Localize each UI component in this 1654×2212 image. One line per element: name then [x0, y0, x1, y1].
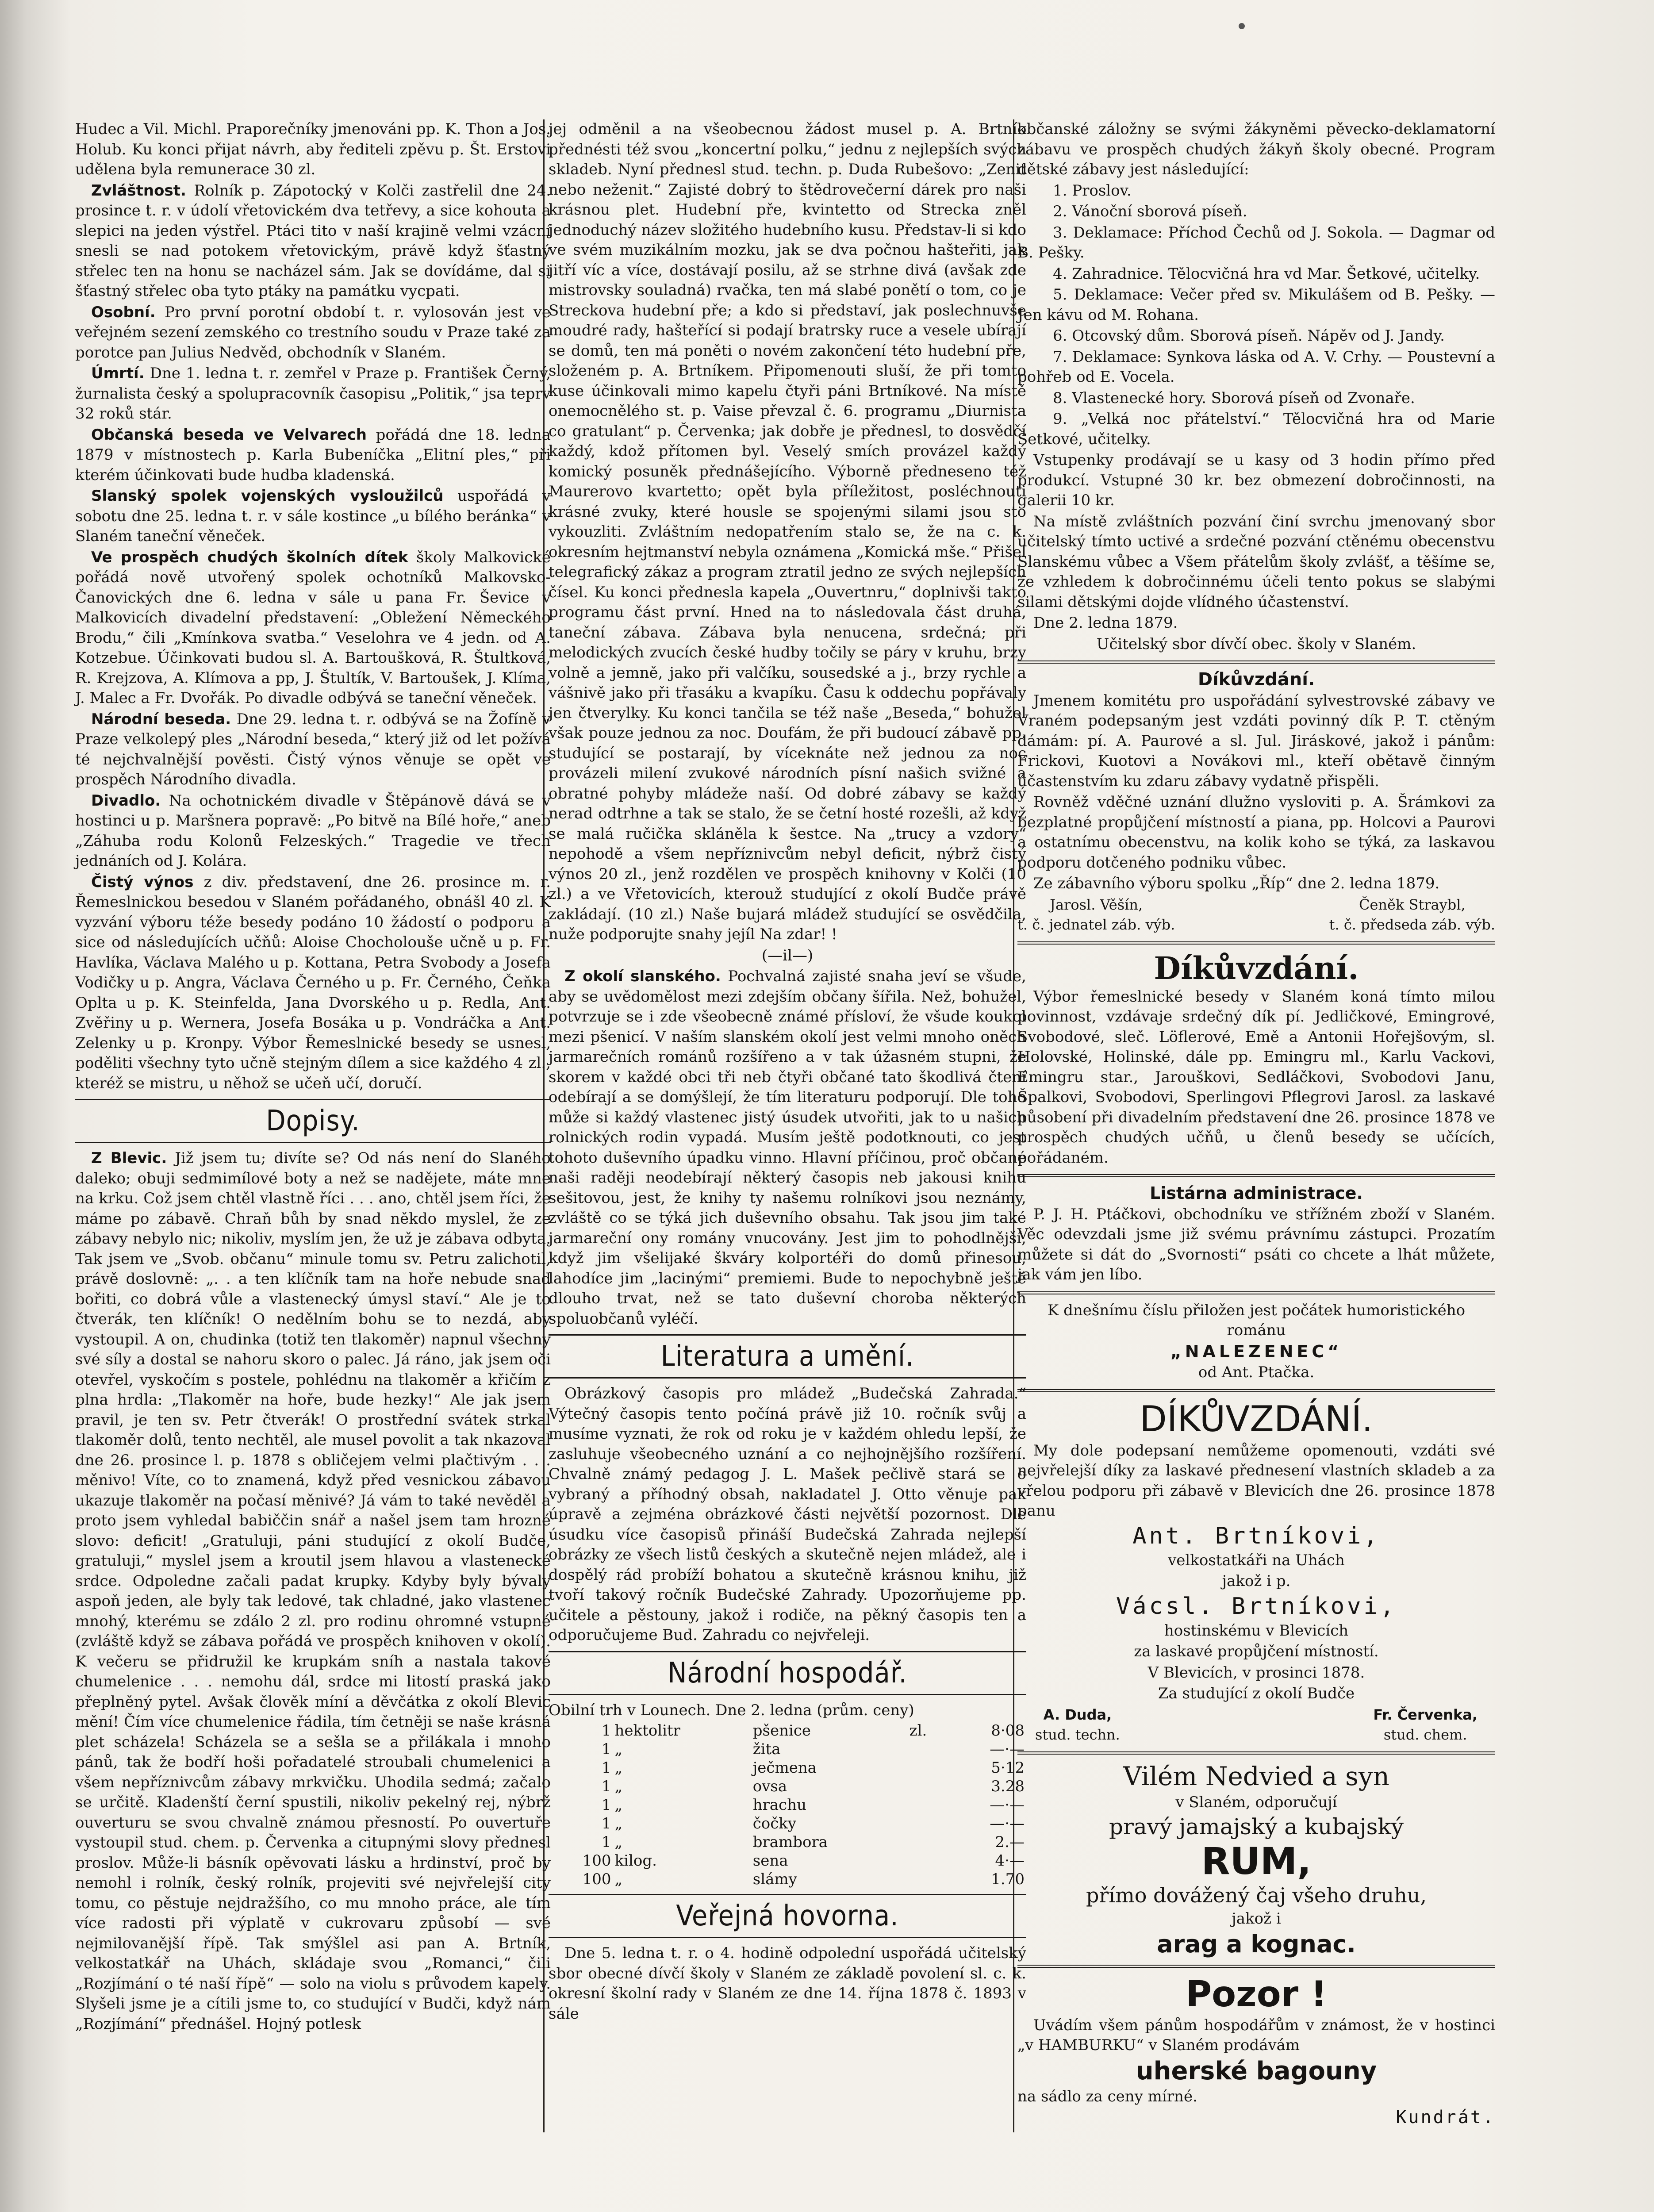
price-cell-item: žita: [752, 1740, 781, 1758]
ad-nedvied-sub: v Slaném, odporučují: [1175, 1793, 1337, 1811]
price-cell-price: —·—: [990, 1815, 1025, 1832]
price-row: [549, 1870, 1026, 1889]
letters-title: Listárna administrace.: [1150, 1183, 1363, 1203]
article-hovorna-continued: občanské záložny se svými žákyněmi pěvecko-deklamatorní zábavu ve prospěch chudých žákyň školy obecné. Program dětské zábavy jest následující:: [1017, 120, 1495, 178]
price-cell-price: 5·12: [991, 1759, 1025, 1777]
thanks-signatures-3: A. Duda, stud. techn. Fr. Červenka, stud. chem.: [1035, 1706, 1477, 1743]
section-title-hovorna: Veřejná hovorna.: [676, 1900, 899, 1932]
market-intro: Obilní trh v Lounech. Dne 2. ledna (prům. ceny): [549, 1701, 914, 1719]
program-item: 3. Deklamace: Příchod Čechů od J. Sokola. — Dagmar od B. Pešky.: [1017, 223, 1495, 261]
price-cell-u: kilog.: [614, 1852, 657, 1870]
ink-speck: [1239, 23, 1245, 29]
price-cell-cur: [908, 1814, 950, 1833]
price-cell-cur: [908, 1833, 950, 1851]
article-divadlo: Divadlo. Na ochotnickém divadle v Štěpánově dává se v hostinci u p. Maršnera popravě: „Po bitvě na Bílé hoře,“ aneb „Záhuba rodu Kolonů Felzeských.“ Tragedie ve třech jednáních od J. Kolára.: [75, 791, 551, 870]
thanks-name-1-sub: velkostatkáři na Uhách: [1168, 1551, 1345, 1569]
divider: [1017, 941, 1495, 945]
thanks-body-3: My dole podepsaní nemůžeme opomenouti, vzdáti své nejvřelejší díky za laskavé přednesení vlastních skladeb a za vřelou podporu při zábavě v Blevicích dne 26. prosince 1878 panu: [1017, 1441, 1495, 1520]
divider: [1017, 1751, 1495, 1755]
thanks-body-1: Jmenem komitétu pro uspořádání sylvestrovské zábavy ve Vraném podepsaným jest vzdáti povinný dík P. T. ctěným dámám: pí. A. Paurové a sl. Jul. Jiráskové, jakož i pánům: Frickovi, Kuotovi a Novákovi ml., kteří obětavě činným účastenstvím ku zdaru zábavy vydatně přispěli.: [1017, 691, 1495, 790]
thanks-jakoz: jakož i p.: [1222, 1572, 1291, 1590]
thanks-name-2: Vácsl. Brtníkovi,: [1116, 1593, 1397, 1620]
thanks-body-2: Výbor řemeslnické besedy v Slaném koná tímto milou povinnost, vzdávaje srdečný dík pí. Jedličkové, Emingrové, Svobodové, sleč. Löflerové, Emě a Antonii Hořejšovým, sl. Holovské, Holinské, dále pp. Emingru ml., Karlu Vackovi, Emingru star., Jarouškovi, Sedláčkovi, Svobodovi Janu, Špalkovi, Svobodovi, Sperlingovi Pflegrovi Jarosl. za laskavé působení při divadelním představení dne 26. prosince 1878 ve prospěch chudých učňů, u členů besedy se učících, pořádaném.: [1017, 987, 1495, 1167]
column-2: [549, 119, 1026, 2025]
price-cell-u: „: [614, 1870, 623, 1888]
price-cell-u: „: [614, 1833, 623, 1851]
article-beseda-velvary: Občanská beseda ve Velvarech pořádá dne 18. ledna 1879 v místnostech p. Karla Bubeníčka „Elitní ples,“ při kterém účinkovati bude hudba kladenská.: [75, 426, 551, 484]
price-row: [549, 1814, 1026, 1833]
price-cell-q: 1: [601, 1796, 611, 1814]
divider: [75, 1099, 551, 1100]
program-item: 8. Vlastenecké hory. Sborová píseň od Zvonaře.: [1053, 389, 1415, 407]
price-cell-item: ovsa: [752, 1778, 787, 1795]
price-cell-q: 1: [601, 1759, 611, 1777]
price-row: [549, 1833, 1026, 1851]
divider: [1017, 1291, 1495, 1294]
divider: [75, 1142, 551, 1143]
program-item: 7. Deklamace: Synkova láska od A. V. Crhy. — Poustevní a pohřeb od E. Vocela.: [1017, 348, 1495, 386]
price-cell-q: 1: [601, 1722, 611, 1740]
ad-pozor-body: Uvádím všem pánům hospodářům v známost, že v hostinci „v HAMBURKU“ v Slaném prodávám: [1017, 2016, 1495, 2054]
divider: [1017, 1965, 1495, 1968]
thanks-name-1: Ant. Brtníkovi,: [1132, 1522, 1380, 1549]
market-price-table: [549, 1721, 1026, 1889]
article-z-okoli-slanskeho: Z okolí slanského. Pochvalná zajisté snaha jeví se všude, aby se uvědomělost mezi zdejším občany šířila. Než, bohužel, potvrzuje se i zde všeobecně známé přísloví, že všude koukol mezi pšenicí. V naším slanském okolí jest velmi mnoho oněch jarmarečních románů rozšířeno a v tak úžasném stupni, že skorem v každé obci tři neb čtyři občané tato škodlivá čtení odebírají a se domýšlejí, že tím literaturu podporují. Dle toho může si každý vlastenec jistý úsudek utvořiti, jak to u našich rolnických rodin vypadá. Musím ještě podotknouti, co jest tohoto duševního úpadku vinno. Hlavní příčinou, proč občané naši raději neodebírají některý časopis neb jakousi knihu sešitovou, jest, že knihy ty našemu rolníkovi jsou neznámy, zvláště co se týká jich duševního obsahu. Tak jsou jim také jarmareční ony romány vnucovány. Jest jim to pohodlnější, když jim všelijaké škváry kolportéři do domů přinesou, lahodíce jim „lacinými“ premiemi. Bude to nepochybně ještě dlouho trvat, než se tato duševní choroba některých spoluobčanů vyléčí.: [549, 968, 1026, 1328]
thanks-signatures-1: Jarosl. Věšín, t. č. jednatel záb. výb. Čeněk Straybl, t. č. předseda záb. výb.: [1017, 896, 1495, 933]
divider: [549, 1894, 1026, 1895]
article-z-blevic: Z Blevic. Již jsem tu; divíte se? Od nás není do Slaného daleko; obuji sedmimílové boty a než se nadějete, máte mne na krku. Což jsem chtěl vlastně říci . . . ano, chtěl jsem říci, že máme po zábavě. Chraň bůh by snad někdo myslel, že ze zábavy nebylo nic; nikoliv, myslím jen, že už je zábava odbyta. Tak jsem ve „Svob. občanu“ minule tomu sv. Petru zalichotil, právě doslovně: „. . a ten klíčník tam na hoře nebude snad bořiti, co dobrá vůle a vlastenecký úmysl staví.“ Ale je to čtverák, ten klíčník! O nedělním bohu se to nezdá, aby vystoupil. A on, chudinka (totiž ten tlakoměr) napnul všechny své síly a dostal se nahoru skoro o palec. Já ráno, jak jsem oči otevřel, vyskočím s postele, pohlédnu na tlakoměr a křičím z plna hrdla: „Tlakoměr na hoře, bude hezky!“ Ale jak jsem pravil, je ten sv. Petr čtverák! O prostřední svátek strkal tlakoměr dolů, tento nechtěl, ale musel povolit a tak nkazoval dne 26. prosince l. p. 1878 s obličejem velmi plačtivým . . . měnivo! Víte, co to znamená, když před vesnickou zábavou ukazuje tlakoměr na počasí měnivé? Já vám to také nevěděl a proto jsem vyhledal babiččin snář a našel jsem tam hrozné slovo: deficit! „Gratuluji, páni studující z okolí Budče, gratuluji,“ myslel jsem a kroutil jsem hlavou a vlastenecké srdce. Odpoledne začali padat krupky. Kdyby byly bývaly aspoň jeden, ale byly tak ledové, tak chladné, jako vlastenec mnohý, kterému se zdálo 2 zl. pro rodinu ohromné vstupné (zvláště když se zábava pořádá ve prospěch knihoven v okolí). K večeru se přidružil ke krupkám sníh a nastala takové chumelenice . . . nemohu dál, srdce mi litostí praská jako přeplněný pytel. Avšak člověk míní a děvčátka z okolí Blevic mění! Čím více chumelenice řádila, tím četněji se naše krásná plet scházela! Scházela se a sešla se a přilákala i mnoho pánů, tak že bodří hoši pořadatelé stroubali chumelenici a všem nepříznivcům zábavy mrkvičku. Uhodila sedmá; začalo se určitě. Kladenští černí spustili, nikoliv pekelný rej, nýbrž ouverturu se svou chvalně známou přesností. Po ouvertuře vystoupil stud. chem. p. Červenka a citupnými slovy přednesl proslov. Může-li básník opěvovati lásku a hrdinství, proč by nemohl i rolník, český rolník, projeviti své nejvřelejší city tomu, co pěstuje nejdražšího, co mu mnoho práce, ale tím více radosti při výplatě v cukrovaru způsobí — své nejmilovanější řípě. Tak smýšlel asi pan A. Brtník, velkostatkář na Uhách, skládaje svou „Romanci,“ čili „Rozjímání o té naší řípě“ — solo na violu s průvodem kapely. Slyšeli jsme je a cítili jsme to, co studující v Budči, když nám „Rozjímání“ přednášel. Hojný potlesk: [75, 1149, 551, 2033]
invitation-note: Na místě zvláštních pozvání činí svrchu jmenovaný sbor učitelský tímto uctivé a srdečné pozvání ctěnému obecenstvu Slanskému vůbec a Všem přátelům školy zvlášť, a těšíme se, že vzhledem k dobročinnému účeli tento pokus se slabými silami dětskými dojde vlídného účastenství.: [1017, 512, 1495, 611]
section-title-hospodar: Národní hospodář.: [668, 1656, 907, 1690]
article-spolek-vojenskych: Slanský spolek vojenských vysloužilců uspořádá v sobotu dne 25. ledna t. r. v sále kostince „u bílého beránka“ v Slaném taneční věneček.: [75, 487, 551, 545]
divider: [549, 1334, 1026, 1336]
divider: [549, 1377, 1026, 1379]
ad-nedvied-arak: arag a kognac.: [1157, 1930, 1356, 1958]
price-cell-q: 1: [601, 1815, 611, 1832]
program-item: 9. „Velká noc přátelství.“ Tělocvičná hra od Marie Šetkové, učitelky.: [1017, 410, 1495, 448]
ad-nedvied-jakoz: jakož i: [1232, 1910, 1281, 1928]
thanks-date-1: Ze zábavního výboru spolku „Říp“ dne 2. ledna 1879.: [1033, 875, 1440, 892]
price-row: [549, 1777, 1026, 1796]
supplement-author: od Ant. Ptačka.: [1198, 1363, 1315, 1381]
price-row: [549, 1851, 1026, 1870]
divider: [1017, 1174, 1495, 1177]
divider: [549, 1694, 1026, 1695]
price-cell-cur: [908, 1796, 950, 1814]
price-row: [549, 1740, 1026, 1759]
program-item: 4. Zahradnice. Tělocvičná hra vd Mar. Šetkové, učitelky.: [1053, 265, 1480, 283]
letters-body: P. J. H. Ptáčkovi, obchodníku ve střížném zboží v Slaném. Věc odevzdali jsme již svému právnímu zástupci. Prozatím můžete si dát do „Svornosti“ psáti co chcete a lhát můžete, jak vám jen líbo.: [1017, 1205, 1495, 1283]
price-cell-q: 100: [582, 1870, 611, 1888]
price-row: [549, 1759, 1026, 1777]
price-cell-u: hektolitr: [614, 1722, 680, 1740]
article-chudych-ditek: Ve prospěch chudých školních dítek školy Malkovické pořádá nově utvořený spolek ochotníků Malkovsko-Čanovických dne 6. ledna v sále u pana Fr. Ševice v Malkovicích divadelní představení: „Obležení Německého Brodu,“ čili „Kmínkova svatba.“ Veselohra ve 4 jedn. od A. Kotzebue. Účinkovati budou sl. A. Bartoušková, R. Štultková, R. Krejzova, A. Klímova a pp, J. Štultík, V. Bartoušek, J. Klíma, J. Malec a Fr. Dvořák. Po divadle odbývá se taneční věneček.: [75, 548, 551, 707]
divider: [549, 1651, 1026, 1652]
tickets-note: Vstupenky prodávají se u kasy od 3 hodin přímo před produkcí. Vstupné 30 kr. bez obmezení dobročinnosti, na galerii 10 kr.: [1017, 451, 1495, 509]
invitation-date: Dne 2. ledna 1879.: [1033, 614, 1178, 632]
ad-pozor-big: uherské bagouny: [1136, 2056, 1377, 2085]
article-blevic-continued: jej odměnil a na všeobecnou žádost musel p. A. Brtník přednésti též svou „koncertní polku,“ jednu z nejlepších svých skladeb. Nyní přednesl stud. techn. p. Duda Rubešovo: „Zenit nebo neženit.“ Zajisté dobrý to štědrovečerní dárek pro naši krásnou plet. Hudební pře, kvintetto od Strecka zněl jednoduchý název složitého hudebního kusu. Představ-li si kdo ve svém muzikálním mozku, jak se dva počnou hašteřiti, jak jitří víc a více, dostávají posilu, až se strhne divá (avšak zde mistrovsky souladná) rvačka, ten má slabé ponětí o tom, co je Streckova hudební pře; a kdo si představí, jak poslechnuvše moudré rady, hašteřící si podají bratrsky ruce a vesele ubírají se domů, ten má poněti o novém zakončení této hudební pře, složeném p. A. Brtníkem. Připomenouti sluší, že při tomto kuse účinkovali mimo kapelu čtyři páni Brtníkové. Na místě onemocnělého st. p. Vaise převzal č. 6. programu „Diurnista co gratulant“ p. Červenka; jak dobře je přednesl, to dosvědčí každý, kdož přítomen byl. Veselý smích provázel každý komický posuněk přednášejícího. Výborně předneseno též Maurerovo kvartetto; opět byla příležitost, posléchnouti krásné zvuky, které housle se spojenými silami jsou sto vykouzliti. Zvláštním nedopatřením stalo se, že na c. k. okresním hejtmanství nebyla oznámena „Komická mše.“ Přišel telegrafický zákaz a program ztratil jedno ze svých nejlepších čísel. Ku konci přednesla kapela „Ouvertnru,“ doplnivši takto programu část první. Hned na to následovala část druhá, taneční zábava. Zábava byla nenucena, srdečná; při melodických zvucích české hudby točily se páry v kruhu, brzy volně a jemně, jako při valčíku, sousedské a j., brzy rychle a vášnivě jako při třasáku a kvapíku. Času k oddechu popřávaly jen čtverylky. Ku konci tančila se též naše „Beseda,“ bohužel však pouze jednou za noc. Doufám, že při budoucí zábavě pp. studující se postarají, by víceknáte než jednou za noc provázeli milení zvukové národních písní našich svižné a obratné pohyby mládeže naší. Od dobré zábavy se každý nerad odtrhne a tak se stalo, že se četní hosté rozešli, až když se malá ručička skláněla k šestce. Na „trucy a vzdory“ nepohodě a všem nepříznivcům nebyl deficit, nýbrž čistý výnos 20 zl., jenž rozdělen ve prospěch knihovny v Kolči (10 zl.) a ve Vřetovicích, kterouž studující z okolí Budče právě zakládají. (10 zl.) Naše bujará mládež studující se osvědčila, nuže podporujte snahy jejíl Na zdar! !: [549, 120, 1026, 943]
price-cell-price: 8·08: [991, 1722, 1025, 1740]
ad-nedvied-name: Vilém Nedvied a syn: [1123, 1761, 1390, 1791]
price-cell-u: „: [614, 1796, 623, 1814]
ad-pozor-signature: Kundrát.: [1396, 2107, 1495, 2128]
thanks-date-3: V Blevicích, v prosinci 1878.: [1147, 1663, 1365, 1682]
ad-nedvied-line1: pravý jamajský a kubajský: [1109, 1814, 1404, 1839]
article-hudec: Hudec a Vil. Michl. Praporečníky jmenováni pp. K. Thon a Jos. Holub. Ku konci přijat návrh, aby řediteli zpěvu p. Št. Erstovi udělena byla remunerace 30 zl.: [75, 120, 551, 178]
ad-nedvied-line2: přímo dovážený čaj všeho druhu,: [1086, 1883, 1427, 1907]
price-cell-item: čočky: [752, 1815, 797, 1832]
ad-pozor-title: Pozor !: [1186, 1973, 1327, 2015]
article-umrti: Úmrtí. Dne 1. ledna t. r. zemřel v Praze p. František Černý, žurnalista český a spolupracovník časopisu „Politik,“ jsa teprv 32 roků stár.: [75, 365, 551, 422]
price-cell-item: hrachu: [752, 1796, 807, 1814]
price-cell-item: ječmena: [752, 1759, 817, 1777]
program-list: [1017, 181, 1495, 450]
price-cell-item: pšenice: [752, 1722, 811, 1740]
price-cell-price: 4·—: [995, 1852, 1025, 1870]
article-budecska-zahrada: Obrázkový časopis pro mládež „Budečská Zahrada.“ Výtečný časopis tento počíná právě již 10. ročník svůj a musíme vyznati, že rok od roku je v každém ohledu lepší, že zasluhuje všeobecného uznání a co nejhojnějšího rozšíření. Chvalně známý pedagog J. L. Mašek pečlivě stará se o vybraný a příhodný obsah, nakladatel J. Otto věnuje pak úpravě a zejména obrázkové části největší pozornost. Dle úsudku více časopisů přináší Budečská Zahrada nejlepší obrázky ze všech listů českých a skutečně nejen mládež, ale i dospělý rád probíží bohatou a skutečně krásnou knihu, již tvoří takový ročník Budečské Zahrady. Upozorňujeme pp. učitele a pěstouny, jakož i rodiče, na pěkný časopis ten a odporučujeme Bud. Zahradu co nejvřeleji.: [549, 1385, 1026, 1644]
divider: [1017, 1389, 1495, 1392]
program-item: 6. Otcovský dům. Sborová píseň. Nápěv od J. Jandy.: [1053, 327, 1445, 345]
article-hovorna: Dne 5. ledna t. r. o 4. hodině odpolední uspořádá učitelský sbor obecné dívčí školy v Slaném ze základě povolení sl. c. k. okresní školní rady v Slaném ze dne 14. října 1878 č. 1893 v sále: [549, 1944, 1026, 2023]
article-narodni-beseda: Národní beseda. Dne 29. ledna t. r. odbývá se na Žofíně v Praze velkolepý ples „Národní beseda,“ který již od let požívá té nejchvalnější pověsti. Čistý výnos věnuje se opět ve prospěch Národního divadla.: [75, 710, 551, 788]
program-item: 2. Vánoční sborová píseň.: [1053, 203, 1247, 220]
column-3: [1017, 119, 1495, 2129]
price-cell-q: 1: [601, 1778, 611, 1795]
thanks-body-1b: Rovněž vděčné uznání dlužno vysloviti p. A. Šrámkovi za bezplatné propůjčení místností a piana, pp. Holcovi a Paurovi a ostatnímu obecenstvu, na kolik koho se týká, za laskavou podporu dotčeného podniku vůbec.: [1017, 793, 1495, 872]
price-row: [549, 1796, 1026, 1814]
thanks-title-3: DÍKŮVZDÁNÍ.: [1140, 1398, 1373, 1440]
article-signature: (—il—): [761, 946, 814, 964]
invitation-signer: Učitelský sbor dívčí obec. školy v Slaném.: [1096, 635, 1416, 653]
price-cell-item: brambora: [752, 1833, 828, 1851]
price-cell-u: „: [614, 1815, 623, 1832]
thanks-name-2-sub: hostinskému v Blevicích: [1164, 1621, 1349, 1640]
supplement-note: K dnešnímu číslu přiložen jest počátek humoristického románu: [1047, 1301, 1466, 1339]
price-cell-price: —·—: [990, 1796, 1025, 1814]
price-cell-cur: [908, 1870, 950, 1889]
price-cell-price: 1.70: [991, 1870, 1025, 1888]
price-cell-u: „: [614, 1759, 623, 1777]
supplement-title: „NALEZENEC“: [1170, 1341, 1343, 1361]
thanks-za: Za studující z okolí Budče: [1158, 1685, 1355, 1702]
thanks-title-1: Díkůvzdání.: [1197, 669, 1315, 690]
price-cell-price: —·—: [990, 1740, 1025, 1758]
price-cell-cur: [908, 1851, 950, 1870]
price-cell-cur: [908, 1740, 950, 1759]
divider: [549, 1937, 1026, 1938]
ad-pozor-end: na sádlo za ceny mírné.: [1017, 2087, 1197, 2105]
price-cell-q: 1: [601, 1833, 611, 1851]
price-cell-price: 2.—: [995, 1833, 1025, 1851]
price-cell-u: „: [614, 1740, 623, 1758]
price-cell-cur: zl.: [909, 1722, 927, 1740]
price-cell-q: 1: [601, 1740, 611, 1758]
program-item: 5. Deklamace: Večer před sv. Mikulášem od B. Pešky. — Jen kávu od M. Rohana.: [1017, 286, 1495, 324]
article-cisty-vynos: Čistý výnos z div. představení, dne 26. prosince m. r. Řemeslnickou besedou v Slaném pořádaného, obnášl 40 zl. K vyzvání výboru téže besedy podáno 10 žádostí o podporu a sice od následujících učňů: Aloise Chocholouše učně u p. Fr. Havlíka, Václava Malého u p. Kottana, Petra Svobody a Josefa Vodičky u p. Angra, Václava Černého u p. Fr. Černého, Čeňka Oplta u p. K. Steinfelda, Jana Dvorského u p. Redla, Ant. Zvěřiny u p. Wernera, Josefa Bosáka u p. Vondráčka a Ant. Zelenky u p. Kronpy. Výbor Řemeslnické besedy se usnesl, poděliti všechny tyto učně stejným dílem a sice každého 4 zl., kteréž se mistru, u něhož se učeň učí, doručí.: [75, 873, 551, 1092]
price-row: [549, 1721, 1026, 1740]
price-cell-cur: [908, 1759, 950, 1777]
ad-nedvied-rum: RUM,: [1201, 1839, 1312, 1883]
price-cell-price: 3.28: [991, 1778, 1025, 1795]
thanks-title-2: Díkůvzdání.: [1154, 949, 1359, 987]
section-title-dopisy: Dopisy.: [266, 1105, 360, 1137]
thanks-body-3b: za laskavé propůjčení místností.: [1134, 1643, 1379, 1660]
price-cell-cur: [908, 1777, 950, 1796]
article-zvlastnost: Zvláštnost. Rolník p. Zápotocký v Kolči zastřelil dne 24. prosince t. r. v údolí vřetovickém dva tetřevy, a sice kohouta a slepici na jeden výstřel. Ptáci tito v naší krajině velmi vzácní snesli se nad potokem vřetovickým, právě když šťastný střelec ten na honu se nacházel sám. Jak se dovídáme, dal si šťastný střelec oba tyto ptáky na památku vycpati.: [75, 181, 551, 300]
price-cell-item: slámy: [752, 1870, 797, 1888]
program-item: 1. Proslov.: [1053, 181, 1132, 200]
article-osobni: Osobní. Pro první porotní období t. r. vylosován jest ve veřejném sezení zemského co trestního soudu v Praze také za porotce pan Julius Nedvěd, obchodník v Slaném.: [75, 303, 551, 361]
section-title-literatura: Literatura a umění.: [660, 1340, 914, 1373]
price-cell-item: sena: [752, 1852, 788, 1870]
divider: [1017, 661, 1495, 664]
column-1: [75, 119, 551, 2035]
price-cell-u: „: [614, 1778, 623, 1795]
price-cell-q: 100: [582, 1852, 611, 1870]
